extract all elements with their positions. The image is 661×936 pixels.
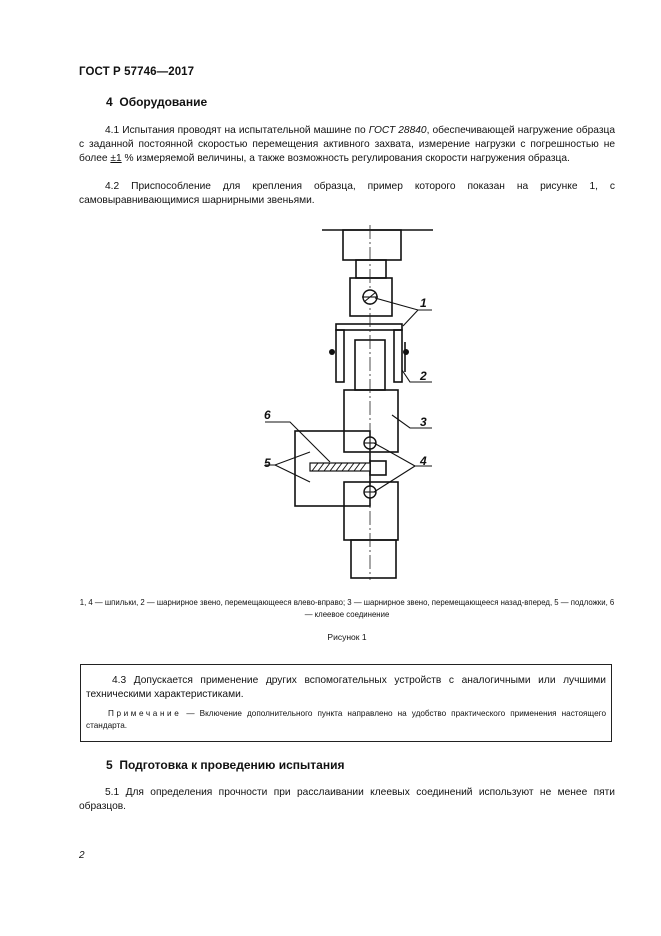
- label-2: 2: [420, 369, 427, 383]
- note-text: — Включение дополнительного пункта направлено на удобство практического применения настоящего стандарта.: [86, 709, 606, 730]
- hinge-right-side: [394, 330, 402, 382]
- label-3: 3: [420, 415, 427, 429]
- page-number: 2: [79, 850, 85, 861]
- section-5-title: Подготовка к проведению испытания: [119, 758, 345, 772]
- paragraph-5-1: [79, 786, 615, 814]
- note-label: Примечание: [108, 709, 182, 718]
- upper-grip: [343, 230, 401, 260]
- gap-block: [370, 461, 386, 475]
- figure-caption: 1, 4 — шпильки, 2 — шарнирное звено, перемещающееся влево-вправо; 3 — шарнирное звено, перемещающееся назад-вперед, 5 — подложки, 6 — клеевое соединение: [79, 598, 615, 619]
- document-header: ГОСТ Р 57746—2017: [79, 66, 195, 78]
- paragraph-5-1-number: 5.1: [105, 787, 120, 798]
- label-6: 6: [264, 408, 271, 422]
- tolerance-value: ±1: [110, 153, 122, 164]
- label-1: 1: [420, 296, 427, 310]
- gost-reference: ГОСТ 28840: [368, 125, 427, 136]
- paragraph-4-3-text: Допускается применение других вспомогательных устройств с аналогичными или лучшими техническими характеристиками.: [86, 675, 606, 700]
- label-5: 5: [264, 456, 271, 470]
- section-5-number: 5: [106, 758, 113, 772]
- section-5-heading: [106, 758, 344, 772]
- section-4-heading: [106, 95, 207, 109]
- paragraph-4-1-number: 4.1: [105, 125, 120, 136]
- upper-shank: [356, 260, 386, 278]
- paragraph-4-1-text-b: , обеспечивающей нагружение образца с заданной постоянной скоростью перемещения активного захвата, измерение нагрузки с погрешностью не более: [79, 125, 615, 164]
- paragraph-4-3-number: 4.3: [112, 675, 127, 686]
- note: [86, 708, 606, 732]
- paragraph-4-1: [79, 124, 615, 166]
- paragraph-4-2-text: Приспособление для крепления образца, пример которого показан на рисунке 1, с самовыравнивающимися шарнирными звеньями.: [79, 181, 615, 206]
- section-4-number: 4: [106, 95, 113, 109]
- paragraph-4-1-text-a: Испытания проводят на испытательной машине по: [122, 125, 369, 136]
- paragraph-4-1-text-c: % измеряемой величины, а также возможность регулирования скорости нагружения образца.: [121, 153, 570, 164]
- paragraph-4-2-number: 4.2: [105, 181, 120, 192]
- hinge-left-side: [336, 330, 344, 382]
- hinge-bar: [336, 324, 402, 330]
- figure-1-drawing: [250, 225, 450, 585]
- paragraph-4-3: [86, 674, 606, 702]
- figure-title: Рисунок 1: [327, 632, 367, 642]
- hinge-pins: [329, 349, 409, 355]
- paragraph-4-2: [79, 180, 615, 208]
- paragraph-5-1-text: Для определения прочности при расслаивании клеевых соединений используют не менее пяти образцов.: [79, 787, 615, 812]
- label-4: 4: [420, 454, 427, 468]
- lower-grip: [351, 540, 396, 578]
- framed-addition: [80, 664, 612, 742]
- hinge-left-pin: [329, 349, 335, 355]
- section-4-title: Оборудование: [119, 95, 208, 109]
- hinge-right-pin: [403, 349, 409, 355]
